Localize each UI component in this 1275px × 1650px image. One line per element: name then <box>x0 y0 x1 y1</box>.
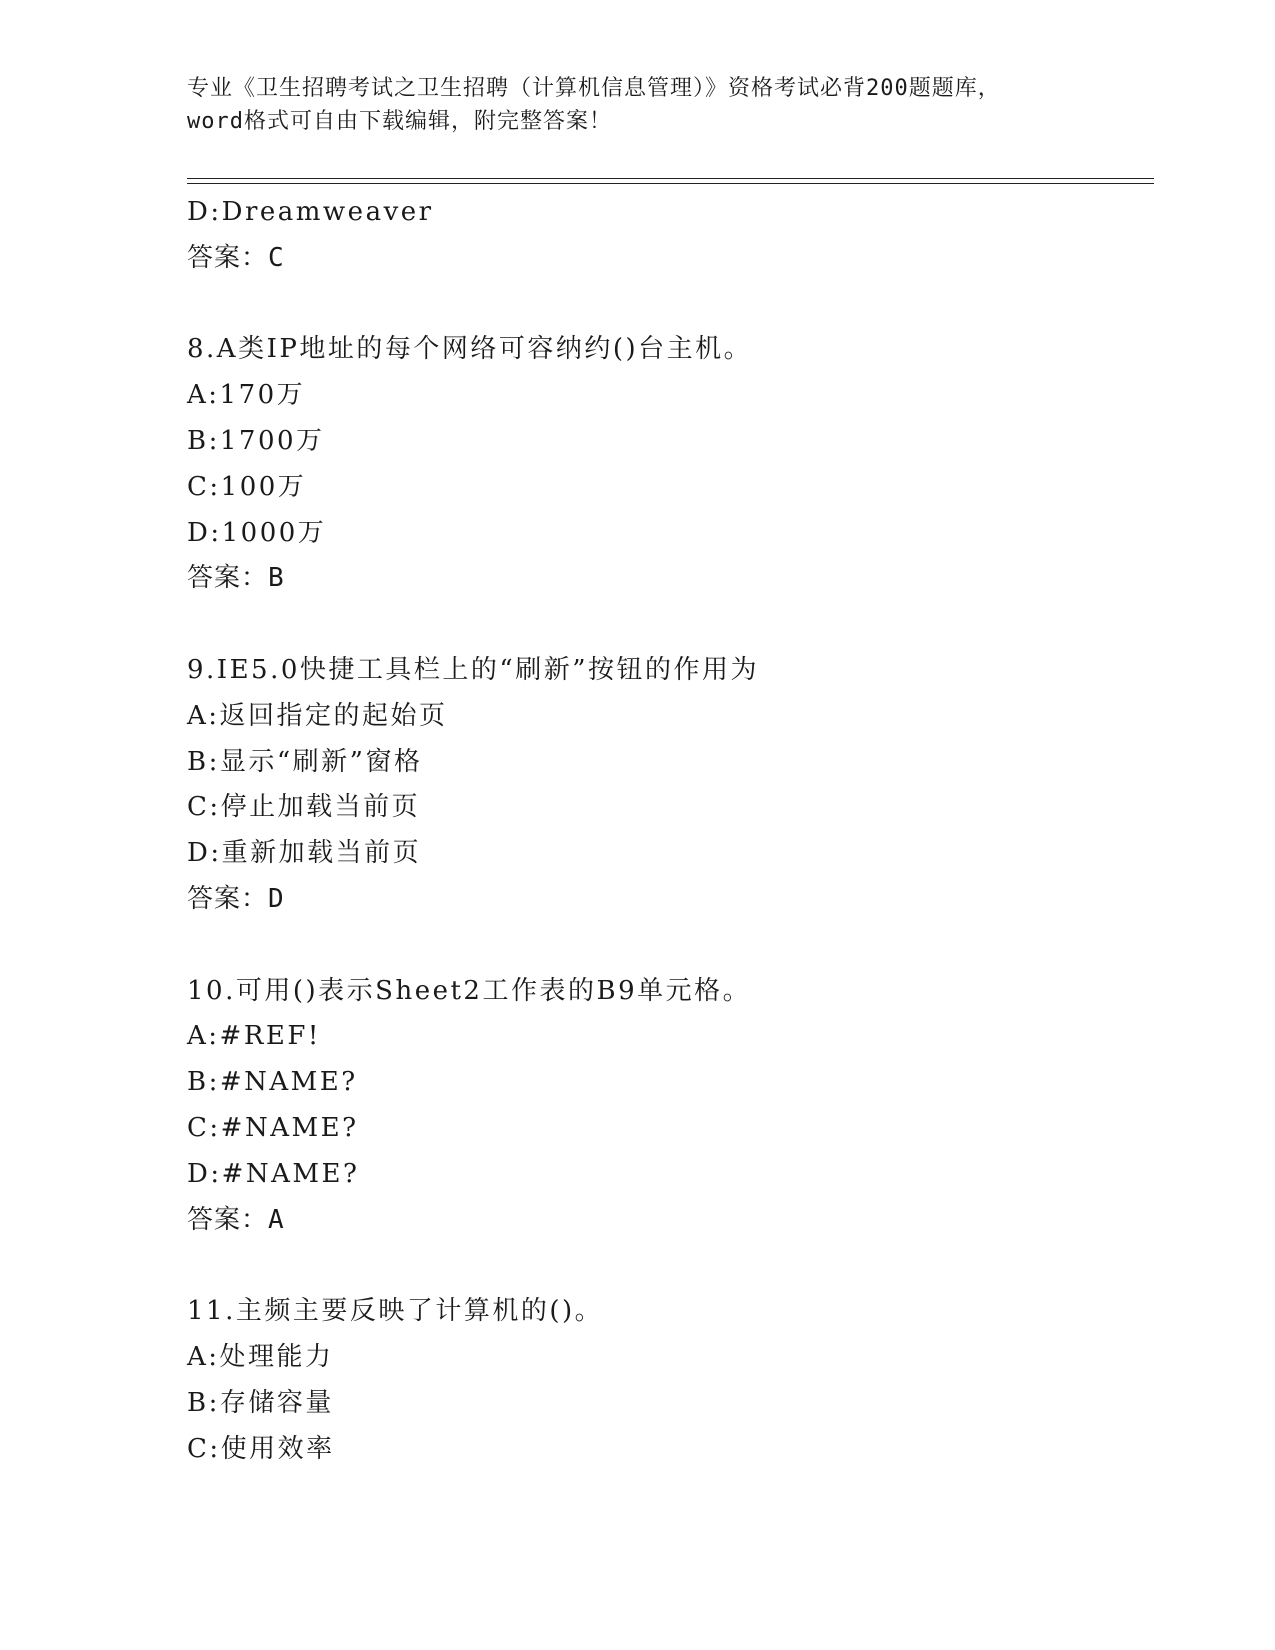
question-block-9 <box>187 648 1147 923</box>
option-b: B:存储容量 <box>187 1387 334 1418</box>
answer-line: 答案：C <box>187 242 285 273</box>
option-d: D:#NAME? <box>187 1158 360 1189</box>
answer-line: 答案：B <box>187 563 285 594</box>
question-list <box>187 190 1147 1472</box>
option-b: B:1700万 <box>187 425 325 456</box>
option-a: A:#REF! <box>187 1021 321 1052</box>
header-rule-bottom <box>187 183 1154 184</box>
option-c: C:使用效率 <box>187 1433 335 1464</box>
spacer <box>187 282 1147 328</box>
option-c: C:停止加载当前页 <box>187 792 421 823</box>
question-text: 10.可用()表示Sheet2工作表的B9单元格。 <box>187 975 752 1006</box>
answer-line: 答案：A <box>187 1204 285 1235</box>
answer-line: 答案：D <box>187 883 285 914</box>
option-d: D:Dreamweaver <box>187 197 434 227</box>
option-d: D:1000万 <box>187 517 327 548</box>
option-b: B:#NAME? <box>187 1067 358 1098</box>
question-text: 11.主频主要反映了计算机的()。 <box>187 1296 604 1327</box>
question-block-10 <box>187 969 1147 1244</box>
option-c: C:#NAME? <box>187 1112 359 1143</box>
option-a: A:处理能力 <box>187 1341 334 1372</box>
question-text: 8.A类IP地址的每个网络可容纳约()台主机。 <box>187 334 753 365</box>
option-d: D:重新加载当前页 <box>187 838 422 869</box>
option-a: A:返回指定的起始页 <box>187 700 448 731</box>
option-a: A:170万 <box>187 380 306 411</box>
previous-question-tail <box>187 190 1147 282</box>
document-header <box>187 72 1087 138</box>
header-line-1: 专业《卫生招聘考试之卫生招聘（计算机信息管理）》资格考试必背200题题库， <box>187 76 1001 101</box>
option-c: C:100万 <box>187 471 307 502</box>
spacer <box>187 1243 1147 1289</box>
question-block-8 <box>187 327 1147 602</box>
spacer <box>187 602 1147 648</box>
spacer <box>187 923 1147 969</box>
header-rule-top <box>187 178 1154 179</box>
header-line-2: word格式可自由下载编辑，附完整答案！ <box>187 109 612 134</box>
question-block-11 <box>187 1289 1147 1472</box>
option-b: B:显示“刷新”窗格 <box>187 746 423 777</box>
question-text: 9.IE5.0快捷工具栏上的“刷新”按钮的作用为 <box>187 654 759 685</box>
